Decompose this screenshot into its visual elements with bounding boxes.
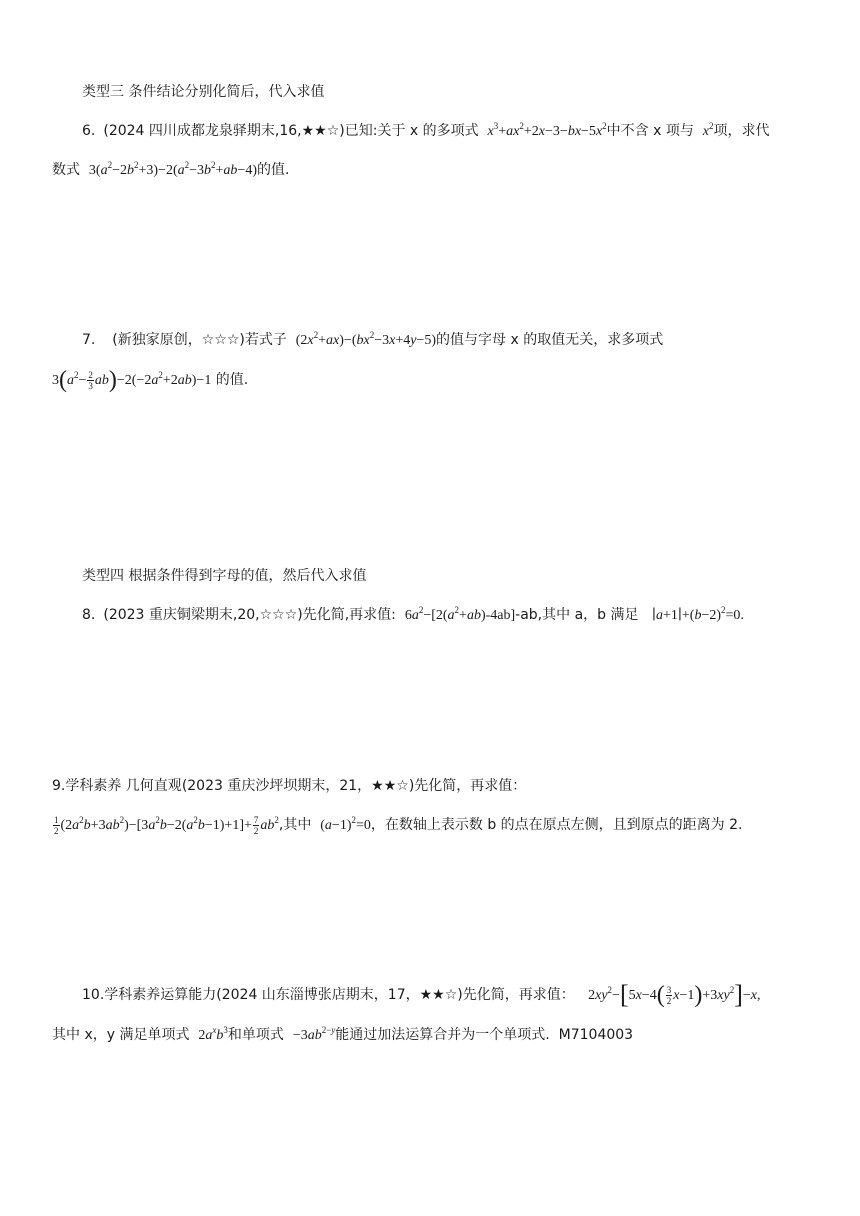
question-8-expression: $6a^2-[2(a^2+ab)-4ab]$ <box>404 605 516 623</box>
question-6-source: (2024 四川成都龙泉驿期末,16,★★☆) <box>103 123 345 139</box>
question-8-line-1 <box>82 605 744 626</box>
question-8-condition: $∣a+1∣+(b-2)^2=0$. <box>651 605 744 623</box>
question-9-text-a: 先化简，再求值： <box>414 778 527 794</box>
question-10-text-d: 能通过加法运算合并为一个单项式. <box>335 1027 550 1043</box>
question-7-polynomial: $3(a^2-$ $\frac{2}{3}$ $ab)-2(-2a^2+2ab)-1$ <box>52 367 212 393</box>
question-10-text-b: 其中 x，y 满足单项式 <box>52 1027 190 1043</box>
question-10-line-2 <box>52 1025 633 1046</box>
question-8-text-b: -ab,其中 a，b 满足 <box>515 607 639 623</box>
question-6-expression: $3(a^2-2b^2+3)-2(a^2-3b^2+ab-4)$ <box>88 160 257 178</box>
question-6-text-e: 的值. <box>256 162 290 178</box>
question-10-expression: $2xy^2-[5x-4$( $\frac{3}{2}$ $x-1)+3xy^2]-x$, <box>588 980 761 1009</box>
question-10-source: (2024 山东淄博张店期末，17，★★☆) <box>216 987 463 1003</box>
question-7-source: (新独家原创，☆☆☆) <box>112 332 245 348</box>
question-6-text-c: 项，求代 <box>713 123 770 139</box>
question-6-number: 6. <box>82 123 96 139</box>
question-6-line-2 <box>52 160 289 181</box>
question-10-tag: 学科素养运算能力 <box>104 987 217 1003</box>
question-7-line-1 <box>82 330 663 351</box>
question-9-expression: $\frac{1}{2}$ $(2a^2b+3ab^2)-[3a^2b-2(a^2b-1)+1]+$ $\frac{7}{2}$ $ab^2$ <box>54 815 279 837</box>
question-9-text-c: ，在数轴上表示数 b 的点在原点左侧，且到原点的距离为 2. <box>370 817 743 833</box>
question-7-text-b: 的值与字母 x 的取值无关，求多项式 <box>436 332 664 348</box>
question-6-text-a: 已知:关于 x 的多项式 <box>344 123 479 139</box>
question-6-polynomial: $x^3+ax^2+2x-3-bx-5x^2$ <box>487 121 607 139</box>
question-7-text-a: 若式子 <box>244 332 287 348</box>
question-9-line-1 <box>52 776 526 796</box>
question-7-expression: $(2x^2+ax)-(bx^2-3x+4y-5)$ <box>295 330 437 348</box>
question-10-monomial-2: $-3ab^{2-y}$ <box>292 1025 336 1043</box>
question-10-line-1 <box>82 980 761 1009</box>
question-8-text-a: 先化简,再求值: <box>302 607 396 623</box>
question-10-code: M7104003 <box>558 1027 634 1043</box>
question-7-line-2 <box>52 367 249 393</box>
question-9-condition: $(a-1)^2=0$ <box>320 815 371 833</box>
question-8-number: 8. <box>82 607 96 623</box>
question-7-text-c: 的值. <box>215 372 249 388</box>
question-6-x-squared: $x^2$ <box>702 121 714 139</box>
question-7-number: 7. <box>82 332 96 348</box>
question-9-text-b: ,其中 <box>278 817 312 833</box>
question-6-line-1 <box>82 121 769 142</box>
question-10-number: 10. <box>82 987 105 1003</box>
question-9-tag: 学科素养 几何直观 <box>65 778 182 794</box>
question-9-source: (2023 重庆沙坪坝期末，21，★★☆) <box>181 778 415 794</box>
question-6-text-b: 中不含 x 项与 <box>606 123 694 139</box>
question-6-text-d: 数式 <box>52 162 80 178</box>
question-9-number: 9. <box>52 778 66 794</box>
question-10-monomial-1: $2a^xb^3$ <box>198 1025 228 1043</box>
question-10-text-a: 先化简，再求值： <box>462 987 575 1003</box>
question-10-text-c: 和单项式 <box>227 1027 284 1043</box>
section-3-heading: 类型三 条件结论分别化简后，代入求值 <box>82 84 325 100</box>
section-4-heading: 类型四 根据条件得到字母的值，然后代入求值 <box>82 568 367 584</box>
question-8-source: (2023 重庆铜梁期末,20,☆☆☆) <box>103 607 303 623</box>
question-9-line-2 <box>52 815 742 836</box>
